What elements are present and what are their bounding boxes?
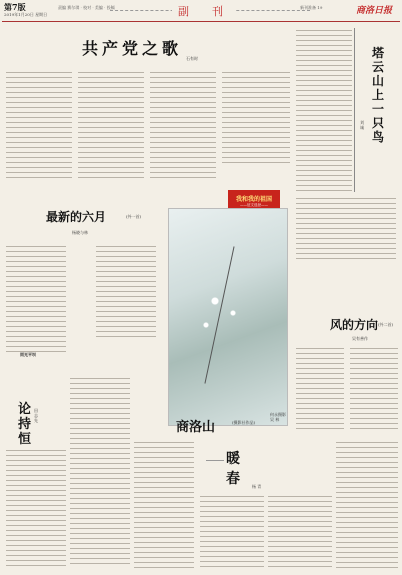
- essay1-author: 田志先: [34, 408, 38, 423]
- poem-body-col2: [78, 70, 144, 178]
- blossom-image: [179, 269, 269, 349]
- poem4-col1: [296, 346, 344, 430]
- essay2-col3: [336, 440, 398, 568]
- page-header: [0, 0, 402, 22]
- divider: [354, 28, 355, 192]
- poem4-col2: [350, 346, 398, 430]
- poem-title-june: 最新的六月: [46, 210, 107, 224]
- header-info: 新刊准备 19: [300, 5, 323, 10]
- issue-date: 2019年1月20日 星期日: [4, 12, 48, 17]
- poem2-subtitle: (外一首): [126, 214, 142, 219]
- editor-meta: 责编 赛尔琪 · 校对 · 美编 · 投稿: [58, 5, 115, 10]
- essay1-col3: [134, 440, 194, 568]
- photo-subtitle: (摄影社作品): [232, 420, 256, 425]
- header-divider: [2, 21, 400, 22]
- poem-body-col1: [6, 70, 72, 178]
- newspaper-logo: 商洛日报: [356, 6, 393, 16]
- section-name: 副 刊: [172, 3, 235, 19]
- page-number: 第7版: [4, 2, 26, 12]
- photo-frame: [168, 208, 288, 426]
- poem2-col2: [96, 244, 156, 340]
- poem-body-col4: [222, 70, 290, 166]
- essay2-col2: [268, 494, 332, 568]
- text-col-right-top: [296, 28, 352, 192]
- essay1-col2: [70, 376, 130, 568]
- photo-title: 商洛山: [176, 420, 216, 435]
- poem2-subheading: 雨光平坝: [20, 352, 36, 357]
- banner-title: 我和我的祖国: [235, 196, 272, 203]
- poem3-body: [296, 196, 396, 262]
- essay2-author: 杨 青: [252, 484, 262, 489]
- poem4-author: 吴有善作: [352, 336, 368, 341]
- poem2-author: 杨晓与林: [72, 230, 88, 235]
- poem-title-communist-party: 共产党之歌: [82, 39, 183, 58]
- poem4-subtitle: (外二首): [378, 322, 394, 327]
- poem3-author: 刘 诚: [360, 120, 364, 130]
- essay-title-warm-spring: 暖 春: [224, 448, 296, 488]
- photo-credit: 何永摄影 吴 林: [270, 412, 286, 422]
- poem-body-col3: [150, 70, 216, 178]
- essay2-col1: [200, 494, 264, 568]
- essay1-col1: [6, 448, 66, 568]
- poem-author: 石有时: [186, 56, 198, 61]
- poem2-col1: [6, 244, 66, 356]
- essay-title-persistence: 论持恒: [18, 402, 32, 447]
- poem-title-tayun-bird: 塔云山上一只鸟: [372, 46, 385, 144]
- banner-sub: ——征文选登——: [240, 203, 268, 207]
- poem-title-wind: 风的方向: [330, 318, 379, 332]
